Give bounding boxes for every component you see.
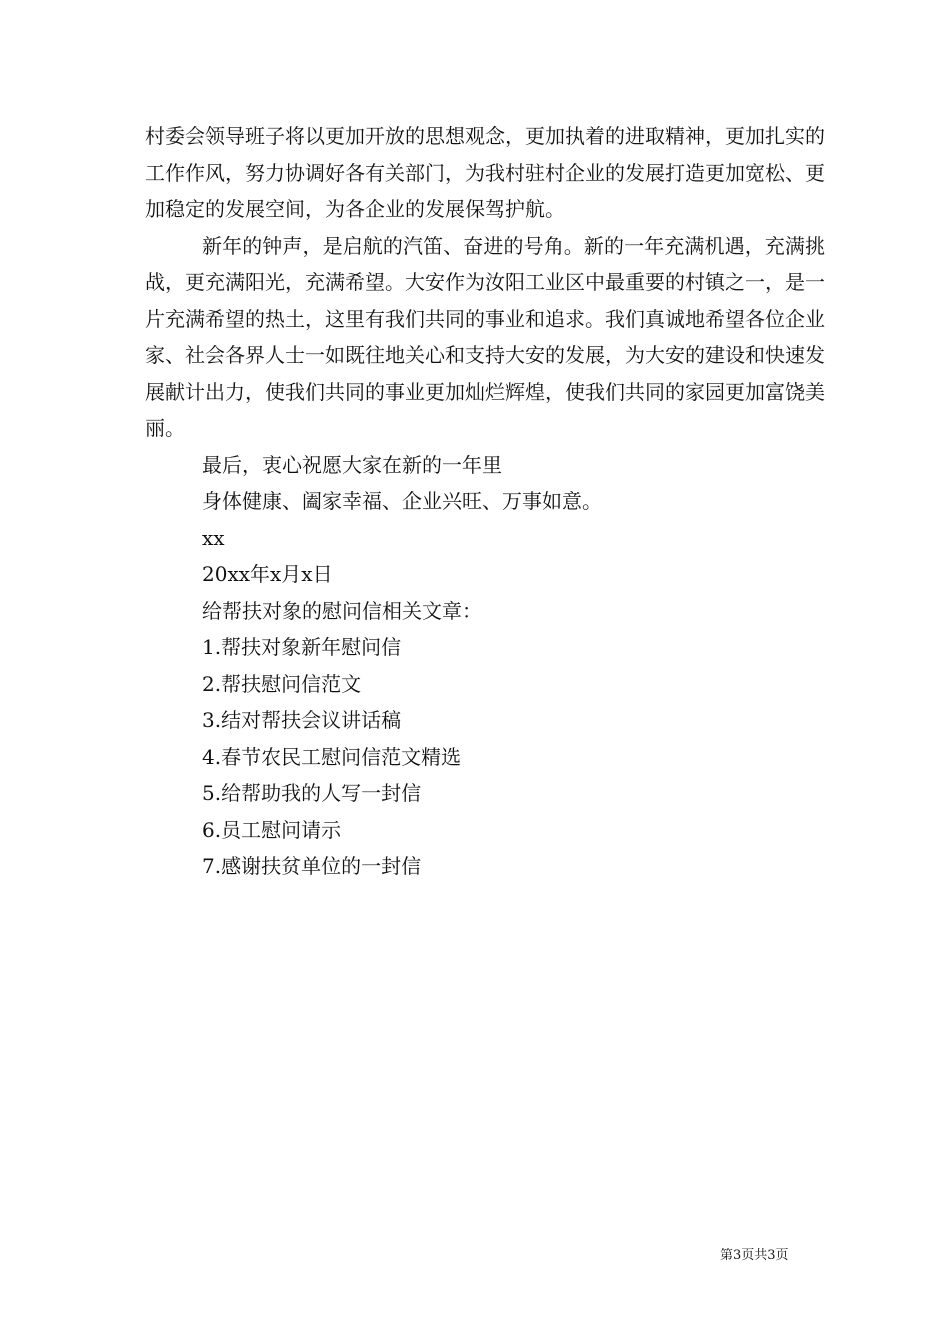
document-body bbox=[145, 118, 825, 885]
body-paragraph-2: 新年的钟声，是启航的汽笛、奋进的号角。新的一年充满机遇，充满挑战，更充满阳光，充满希望。大安作为汝阳工业区中最重要的村镇之一，是一片充满希望的热土，这里有我们共同的事业和追求。我们真诚地希望各位企业家、社会各界人士一如既往地关心和支持大安的发展，为大安的建设和快速发展献计出力，使我们共同的事业更加灿烂辉煌，使我们共同的家园更加富饶美丽。 bbox=[145, 233, 825, 440]
related-articles-heading: 给帮扶对象的慰问信相关文章： bbox=[202, 598, 482, 623]
body-paragraph-1: 村委会领导班子将以更加开放的思想观念，更加执着的进取精神，更加扎实的工作作风，努力协调好各有关部门，为我村驻村企业的发展打造更加宽松、更加稳定的发展空间，为各企业的发展保驾护航。 bbox=[145, 124, 825, 221]
related-article-link[interactable]: 1.帮扶对象新年慰问信 bbox=[202, 635, 402, 659]
closing-wish-line-1: 最后，衷心祝愿大家在新的一年里 bbox=[202, 452, 502, 477]
related-article-link[interactable]: 4.春节农民工慰问信范文精选 bbox=[202, 744, 462, 769]
related-article-link[interactable]: 6.员工慰问请示 bbox=[202, 817, 342, 842]
signature: xx bbox=[202, 525, 225, 550]
closing-wish-line-2: 身体健康、阖家幸福、企业兴旺、万事如意。 bbox=[202, 489, 602, 513]
related-article-link[interactable]: 2.帮扶慰问信范文 bbox=[202, 671, 362, 696]
related-article-link[interactable]: 3.结对帮扶会议讲话稿 bbox=[202, 708, 402, 732]
related-article-link[interactable]: 5.给帮助我的人写一封信 bbox=[202, 781, 422, 805]
related-articles-list bbox=[145, 629, 825, 885]
letter-date: 20xx年x月x日 bbox=[202, 562, 333, 586]
related-article-link[interactable]: 7.感谢扶贫单位的一封信 bbox=[202, 854, 422, 878]
page-number-footer: 第3页共3页 bbox=[720, 1248, 789, 1263]
